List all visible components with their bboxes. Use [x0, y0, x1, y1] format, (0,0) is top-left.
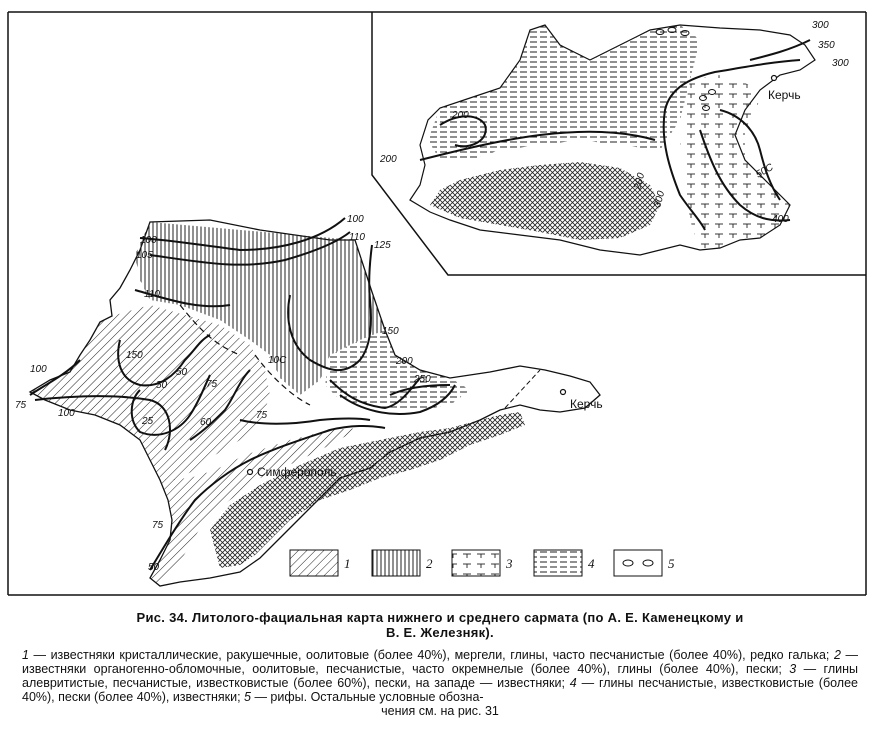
isoline-label: 350: [818, 40, 835, 51]
legend-description: [22, 648, 858, 704]
isoline-label: 75: [152, 520, 164, 531]
legend-number: 4: [588, 556, 595, 571]
isoline-label: 100: [58, 408, 75, 419]
isoline-label: 50: [148, 562, 160, 573]
figure-title-line: Рис. 34. Литолого-фациальная карта нижнего и среднего сармата (по А. Е. Каменецкому и: [136, 610, 744, 625]
legend-desc-number: 5: [244, 690, 251, 704]
city-kerch-inset: [768, 76, 801, 103]
legend-desc-text: — известняки органогенно-обломочные, оолитовые, песчанистые, часто окремнелые (более 40%), глины (более 40%), пески;: [22, 648, 858, 676]
isoline-label: 50: [176, 367, 188, 378]
city-kerch-main: [561, 390, 603, 412]
figure-title-line: В. Е. Железняк).: [386, 625, 494, 640]
isoline-label: 150: [126, 350, 143, 361]
kerch-peninsula-area: [460, 366, 600, 420]
isoline-label: 105: [136, 250, 153, 261]
isoline-label: 25: [142, 416, 154, 427]
isoline-label: 400: [772, 214, 789, 225]
legend-desc-text: — глины песчанистые, известковистые (более 40%), пески (более 40%), известняки;: [22, 676, 858, 704]
legend-desc-number: 4: [569, 676, 577, 690]
legend-item-5: [614, 550, 675, 576]
legend-number: 1: [344, 556, 351, 571]
isoline-label: 75: [206, 379, 218, 390]
isoline-label: 10С: [268, 355, 287, 366]
legend-desc-text: — известняки кристаллические, ракушечные, оолитовые (более 40%), мергели, глины, часто песчанистые (более 40%), редко галька;: [28, 648, 834, 662]
city-simferopol: [248, 465, 337, 479]
legend-item-2: [372, 550, 433, 576]
crimea-main-map: [15, 214, 603, 586]
map-legend: [290, 550, 675, 576]
isoline-label: 100: [140, 235, 157, 246]
legend-desc-number: 1: [22, 648, 29, 662]
isoline-label: 200: [632, 171, 648, 191]
city-label: Керчь: [570, 397, 603, 411]
isoline-label: 200: [452, 110, 469, 121]
inset-map: [379, 20, 849, 255]
legend-description-end: чения см. на рис. 31: [381, 704, 499, 718]
figure-title: [22, 610, 858, 640]
isoline-label: 200: [396, 356, 413, 367]
isoline-label: 100: [347, 214, 364, 225]
isoline-label: 125: [374, 240, 391, 251]
isoline-label: 110: [349, 232, 365, 243]
mountain-crosshatch-area: [210, 412, 525, 568]
isoline-label: 300: [652, 189, 668, 209]
legend-desc-number: 3: [789, 662, 797, 676]
isoline-label: 300: [832, 58, 849, 69]
legend-item-1: [290, 550, 351, 576]
city-label: Симферополь: [257, 465, 337, 479]
isoline-label: 75: [256, 410, 268, 421]
inset-facies-crosshatch: [430, 162, 660, 240]
isoline-label: 100: [30, 364, 47, 375]
legend-item-3: [452, 550, 513, 576]
isoline-label: 250: [414, 374, 431, 385]
figure-caption: [22, 610, 858, 718]
city-label: Керчь: [768, 88, 801, 102]
legend-desc-number: 2: [833, 648, 841, 662]
legend-number: 2: [426, 556, 433, 571]
legend-desc-text: — глины алевритистые, песчанистые, известковистые (более 60%), пески, на западе — известняки;: [22, 662, 858, 690]
isoline-label: 50: [156, 380, 168, 391]
legend-desc-text: — рифы. Остальные условные обозна-: [250, 690, 484, 704]
isoline-label: 300: [812, 20, 829, 31]
isoline-label: 50С: [754, 161, 776, 181]
isoline-label: 200: [380, 154, 397, 165]
isoline-label: 60: [200, 417, 212, 428]
legend-item-4: [534, 550, 595, 576]
isoline-label: 150: [382, 326, 399, 337]
legend-number: 5: [668, 556, 675, 571]
isoline-label: 75: [15, 400, 27, 411]
legend-number: 3: [506, 556, 513, 571]
facies-1-area-west: [30, 305, 270, 480]
inset-facies-horizontal: [428, 25, 700, 160]
isoline-label: 110: [144, 289, 160, 300]
